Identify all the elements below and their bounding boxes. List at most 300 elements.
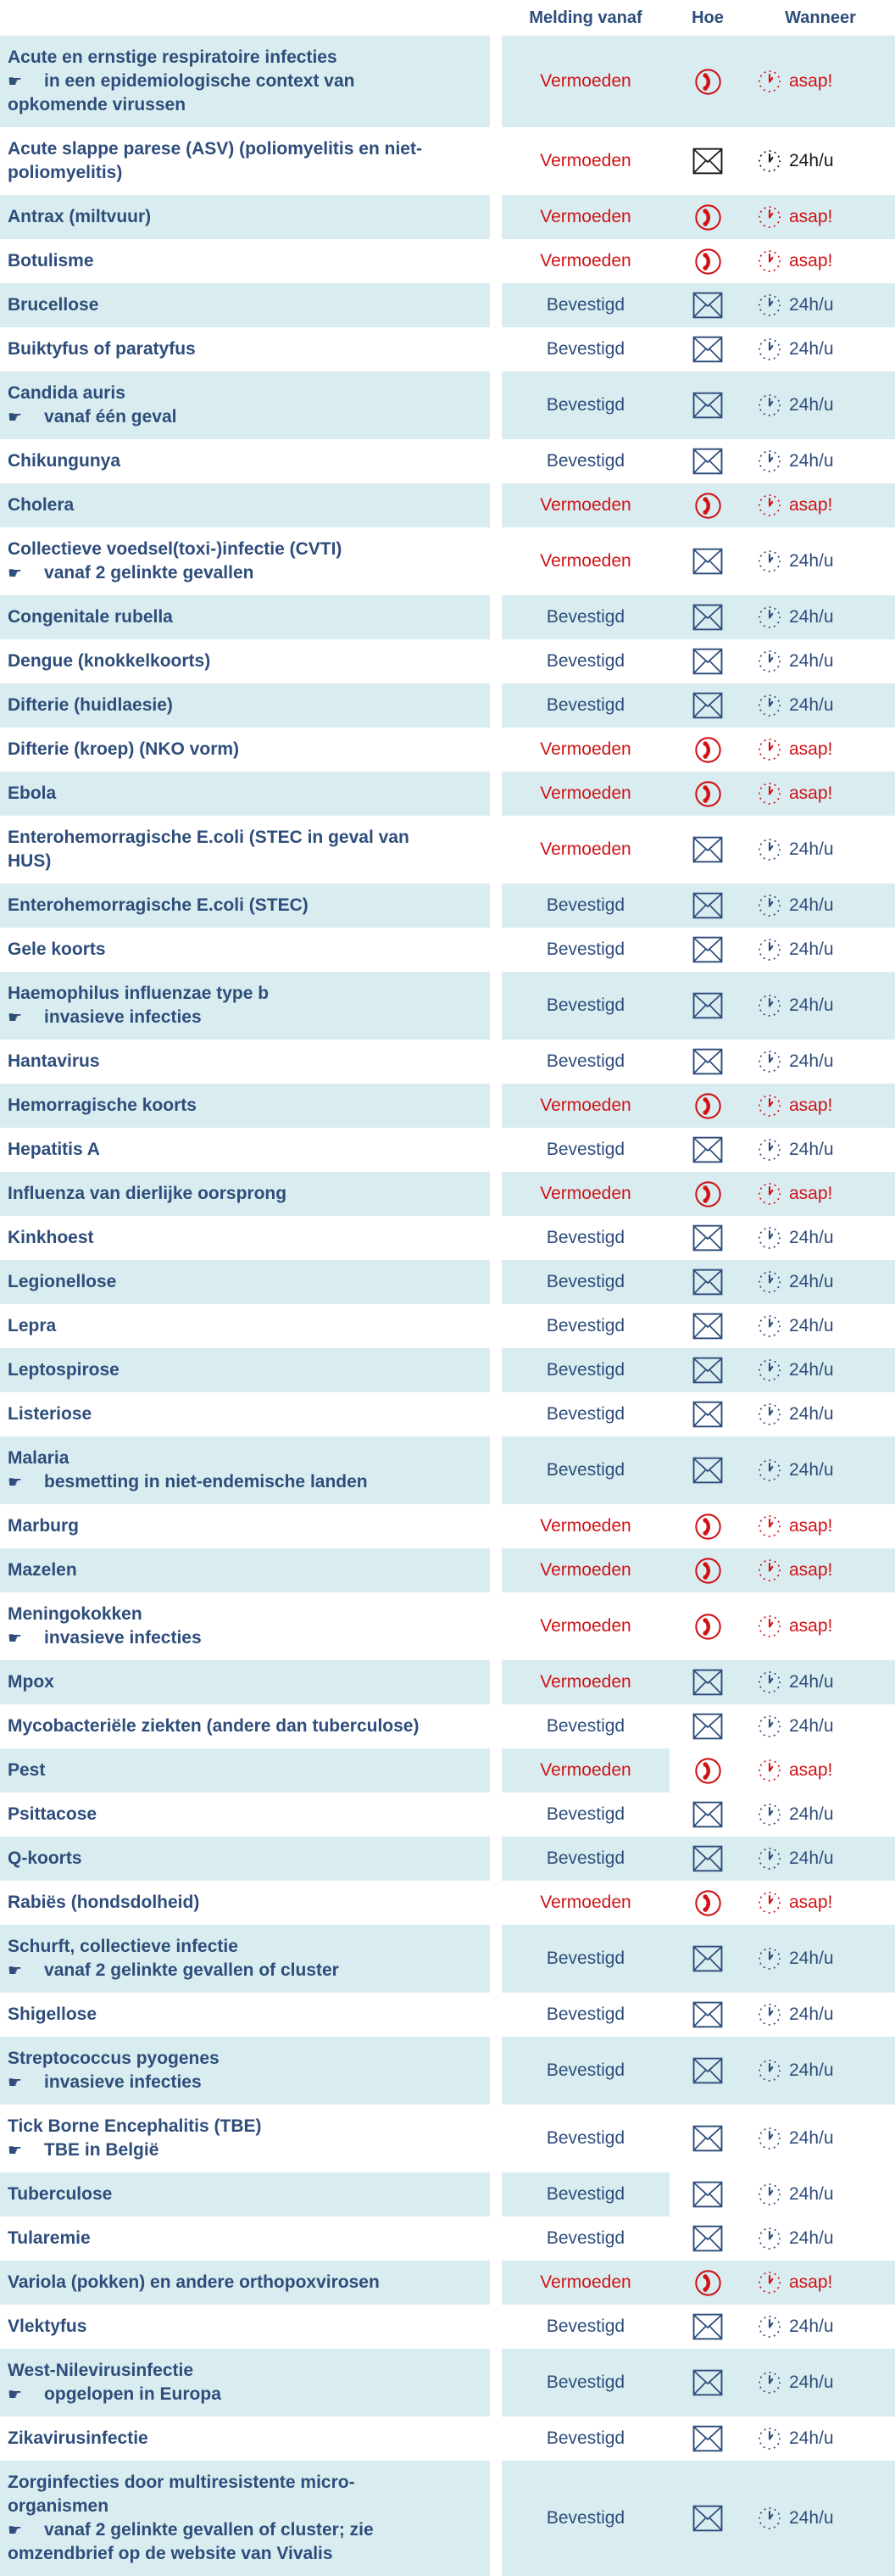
disease-note (8, 2071, 425, 2094)
status-label: Bevestigd (546, 1404, 625, 1424)
disease-name: Difterie (kroep) (NKO vorm) (8, 739, 240, 759)
status-cell (502, 2037, 670, 2105)
phone-icon (694, 1513, 722, 1541)
status-label: Bevestigd (546, 1140, 625, 1159)
table-row (0, 1660, 895, 1704)
clock-icon (757, 1181, 782, 1207)
disease-name: Buiktyfus of paratyfus (8, 339, 196, 359)
column-gutter (490, 1748, 502, 1793)
status-label: Vermoeden (540, 1516, 631, 1536)
when-cell (746, 972, 895, 1040)
status-cell (502, 1084, 670, 1128)
clock-icon (757, 737, 782, 762)
disease-name: Dengue (knokkelkoorts) (8, 651, 211, 671)
status-cell (502, 595, 670, 639)
pointing-hand-icon: ☛ (8, 2141, 23, 2160)
column-gutter (490, 1084, 502, 1128)
status-label: Vermoeden (540, 207, 631, 226)
disease-note (8, 70, 425, 117)
column-gutter (490, 683, 502, 728)
status-label: Bevestigd (546, 2060, 625, 2080)
status-label: Vermoeden (540, 1616, 631, 1636)
disease-note-text: invasieve infecties (44, 2072, 202, 2092)
pointing-hand-icon: ☛ (8, 564, 23, 583)
status-cell (502, 1348, 670, 1392)
table-row (0, 1504, 895, 1548)
phone-icon (694, 1557, 722, 1585)
status-label: Bevestigd (546, 2128, 625, 2148)
clock-icon (757, 1670, 782, 1695)
disease-name: Influenza van dierlijke oorsprong (8, 1184, 287, 1203)
table-row (0, 2417, 895, 2461)
status-label: Vermoeden (540, 1893, 631, 1912)
disease-name-cell (0, 2417, 490, 2461)
status-cell (502, 483, 670, 527)
disease-name-cell (0, 1436, 490, 1504)
phone-icon (694, 1889, 722, 1917)
table-row (0, 884, 895, 928)
how-cell (670, 127, 746, 195)
how-cell (670, 239, 746, 283)
disease-name: Leptospirose (8, 1360, 120, 1380)
disease-name-cell (0, 36, 490, 127)
when-cell (746, 195, 895, 239)
clock-icon (757, 2426, 782, 2451)
column-gutter (490, 1548, 502, 1592)
when-label: asap! (789, 71, 833, 91)
clock-icon (757, 204, 782, 230)
disease-note-text: TBE in België (44, 2140, 159, 2160)
pointing-hand-icon: ☛ (8, 72, 23, 91)
when-cell (746, 239, 895, 283)
column-gutter (490, 127, 502, 195)
how-cell (670, 2261, 746, 2305)
clock-icon (757, 549, 782, 574)
column-gutter (490, 2216, 502, 2261)
phone-icon (694, 1092, 722, 1120)
column-gutter (490, 1260, 502, 1304)
when-cell (746, 1748, 895, 1793)
status-cell (502, 371, 670, 439)
disease-name-cell (0, 2037, 490, 2105)
pointing-hand-icon: ☛ (8, 1961, 23, 1980)
phone-icon (694, 1757, 722, 1785)
when-label: asap! (789, 495, 833, 515)
disease-name: Q-koorts (8, 1848, 82, 1868)
column-gutter (490, 239, 502, 283)
status-label: Bevestigd (546, 651, 625, 671)
disease-name: Pest (8, 1760, 46, 1780)
clock-icon (757, 2270, 782, 2295)
disease-name-cell (0, 1660, 490, 1704)
table-row (0, 1260, 895, 1304)
clock-icon (757, 1758, 782, 1783)
disease-name-cell (0, 728, 490, 772)
disease-name-cell (0, 683, 490, 728)
when-cell (746, 2216, 895, 2261)
disease-name: Schurft, collectieve infectie (8, 1937, 238, 1956)
disease-name-cell (0, 1837, 490, 1881)
how-cell (670, 1881, 746, 1925)
table-row (0, 1837, 895, 1881)
clock-icon (757, 993, 782, 1018)
envelope-icon (690, 1711, 725, 1742)
how-cell (670, 1837, 746, 1881)
how-cell (670, 2105, 746, 2172)
table-row (0, 639, 895, 683)
disease-name-cell (0, 595, 490, 639)
disease-name: Shigellose (8, 2004, 97, 2024)
table-row (0, 1881, 895, 1925)
how-cell (670, 1172, 746, 1216)
pointing-hand-icon: ☛ (8, 2385, 23, 2404)
clock-icon (757, 1558, 782, 1583)
how-cell (670, 2216, 746, 2261)
column-gutter (490, 728, 502, 772)
clock-icon (757, 449, 782, 474)
clock-icon (757, 2226, 782, 2251)
status-cell (502, 1436, 670, 1504)
clock-icon (757, 693, 782, 718)
clock-icon (757, 2506, 782, 2531)
when-label: 24h/u (789, 151, 834, 170)
how-cell (670, 1704, 746, 1748)
when-label: 24h/u (789, 1228, 834, 1247)
clock-icon (757, 1358, 782, 1383)
how-cell (670, 527, 746, 595)
status-label: Bevestigd (546, 940, 625, 959)
when-label: 24h/u (789, 1404, 834, 1424)
envelope-icon (690, 146, 725, 176)
clock-icon (757, 1802, 782, 1827)
disease-name-cell (0, 2216, 490, 2261)
disease-note (8, 2518, 425, 2566)
status-cell (502, 1040, 670, 1084)
clock-icon (757, 837, 782, 862)
status-label: Bevestigd (546, 1051, 625, 1071)
status-cell (502, 527, 670, 595)
phone-icon (694, 2269, 722, 2297)
when-cell (746, 1504, 895, 1548)
status-cell (502, 1793, 670, 1837)
status-label: Bevestigd (546, 451, 625, 471)
column-gutter (490, 527, 502, 595)
when-label: asap! (789, 2272, 833, 2292)
status-label: Bevestigd (546, 339, 625, 359)
disease-name-cell (0, 1504, 490, 1548)
disease-name-cell (0, 816, 490, 884)
envelope-icon (690, 990, 725, 1021)
status-cell (502, 1304, 670, 1348)
how-cell (670, 816, 746, 884)
column-gutter (490, 1040, 502, 1084)
clock-icon (757, 248, 782, 274)
when-label: asap! (789, 1096, 833, 1115)
when-label: asap! (789, 1616, 833, 1636)
disease-name-cell (0, 2261, 490, 2305)
disease-note-text: besmetting in niet-endemische landen (44, 1472, 368, 1492)
status-label: Vermoeden (540, 551, 631, 571)
column-gutter (490, 195, 502, 239)
envelope-icon (690, 2503, 725, 2534)
when-cell (746, 127, 895, 195)
column-gutter (490, 884, 502, 928)
table-row (0, 239, 895, 283)
clock-icon (757, 2370, 782, 2395)
envelope-icon (690, 1399, 725, 1430)
status-label: Bevestigd (546, 2428, 625, 2448)
clock-icon (757, 337, 782, 362)
disease-name: Lepra (8, 1316, 57, 1335)
how-cell (670, 595, 746, 639)
column-gutter (490, 1881, 502, 1925)
table-row (0, 1304, 895, 1348)
table-row (0, 2105, 895, 2172)
when-cell (746, 327, 895, 371)
disease-name: Candida auris (8, 383, 125, 403)
status-label: Vermoeden (540, 151, 631, 170)
when-cell (746, 1881, 895, 1925)
disease-note-text: vanaf 2 gelinkte gevallen (44, 563, 254, 583)
column-gutter (490, 1348, 502, 1392)
column-gutter (490, 371, 502, 439)
disease-note (8, 1006, 425, 1029)
how-cell (670, 1436, 746, 1504)
how-cell (670, 371, 746, 439)
status-label: Vermoeden (540, 1672, 631, 1692)
envelope-icon (690, 1843, 725, 1874)
disease-note (8, 1470, 425, 1494)
pointing-hand-icon: ☛ (8, 1008, 23, 1027)
how-cell (670, 1993, 746, 2037)
when-label: asap! (789, 783, 833, 803)
how-cell (670, 1348, 746, 1392)
status-cell (502, 1837, 670, 1881)
status-label: Bevestigd (546, 1272, 625, 1291)
disease-name: Mycobacteriële ziekten (andere dan tuberculose) (8, 1716, 420, 1736)
column-gutter (490, 2305, 502, 2349)
table-row (0, 1040, 895, 1084)
status-label: Vermoeden (540, 71, 631, 91)
when-cell (746, 2417, 895, 2461)
how-cell (670, 2305, 746, 2349)
status-label: Vermoeden (540, 783, 631, 803)
disease-name: Haemophilus influenzae type b (8, 984, 270, 1003)
disease-name-cell (0, 1392, 490, 1436)
disease-note-text: opgelopen in Europa (44, 2384, 221, 2404)
when-cell (746, 1704, 895, 1748)
phone-icon (694, 204, 722, 231)
status-cell (502, 439, 670, 483)
table-row (0, 1128, 895, 1172)
pointing-hand-icon: ☛ (8, 408, 23, 427)
status-label: Vermoeden (540, 1560, 631, 1580)
envelope-icon (690, 2123, 725, 2154)
clock-icon (757, 1049, 782, 1074)
how-cell (670, 1040, 746, 1084)
column-gutter (490, 1660, 502, 1704)
when-cell (746, 772, 895, 816)
table-header (0, 0, 895, 36)
column-gutter (490, 1837, 502, 1881)
how-cell (670, 1216, 746, 1260)
status-cell (502, 1704, 670, 1748)
status-cell (502, 2216, 670, 2261)
clock-icon (757, 1714, 782, 1739)
how-cell (670, 439, 746, 483)
status-cell (502, 1592, 670, 1660)
when-cell (746, 1793, 895, 1837)
how-cell (670, 1793, 746, 1837)
when-cell (746, 816, 895, 884)
status-cell (502, 683, 670, 728)
status-cell (502, 2417, 670, 2461)
when-label: 24h/u (789, 295, 834, 315)
envelope-icon (690, 1667, 725, 1698)
disease-name: Brucellose (8, 295, 99, 315)
when-label: 24h/u (789, 1460, 834, 1480)
status-cell (502, 1660, 670, 1704)
envelope-icon (690, 1311, 725, 1341)
disease-name-cell (0, 2172, 490, 2216)
envelope-icon (690, 1943, 725, 1974)
disease-name-cell (0, 283, 490, 327)
envelope-icon (690, 1999, 725, 2030)
disease-name-cell (0, 972, 490, 1040)
status-cell (502, 816, 670, 884)
table-row (0, 1436, 895, 1504)
when-cell (746, 483, 895, 527)
column-gutter (490, 1392, 502, 1436)
column-gutter (490, 1216, 502, 1260)
disease-name-cell (0, 1925, 490, 1993)
disease-name: Chikungunya (8, 451, 121, 471)
status-label: Bevestigd (546, 2228, 625, 2248)
disease-name-cell (0, 195, 490, 239)
column-gutter (490, 2105, 502, 2172)
disease-name: Hantavirus (8, 1051, 100, 1071)
table-row (0, 728, 895, 772)
status-label: Bevestigd (546, 295, 625, 315)
how-cell (670, 1925, 746, 1993)
when-label: 24h/u (789, 1316, 834, 1335)
clock-icon (757, 1093, 782, 1118)
envelope-icon (690, 2367, 725, 2398)
when-label: 24h/u (789, 395, 834, 415)
how-cell (670, 1392, 746, 1436)
disease-name-cell (0, 772, 490, 816)
table-row (0, 1084, 895, 1128)
how-cell (670, 1084, 746, 1128)
disease-name-cell (0, 2461, 490, 2576)
how-cell (670, 1748, 746, 1793)
disease-name: Antrax (miltvuur) (8, 207, 152, 226)
status-cell (502, 36, 670, 127)
clock-icon (757, 1890, 782, 1915)
status-cell (502, 2261, 670, 2305)
clock-icon (757, 69, 782, 94)
clock-icon (757, 493, 782, 518)
disease-name-cell (0, 527, 490, 595)
column-gutter (490, 1993, 502, 2037)
disease-name-cell (0, 1993, 490, 2037)
when-label: 24h/u (789, 940, 834, 959)
disease-name-cell (0, 127, 490, 195)
how-cell (670, 1304, 746, 1348)
envelope-icon (690, 1455, 725, 1486)
column-gutter (490, 1172, 502, 1216)
disease-note-text: invasieve infecties (44, 1007, 202, 1027)
status-cell (502, 1993, 670, 2037)
disease-name-cell (0, 1592, 490, 1660)
disease-name-cell (0, 1348, 490, 1392)
disease-name: Acute en ernstige respiratoire infecties (8, 47, 337, 67)
envelope-icon (690, 934, 725, 965)
when-cell (746, 2349, 895, 2417)
clock-icon (757, 2058, 782, 2083)
when-cell (746, 2305, 895, 2349)
status-cell (502, 1260, 670, 1304)
how-cell (670, 1504, 746, 1548)
envelope-icon (690, 2311, 725, 2342)
envelope-icon (690, 890, 725, 921)
when-label: 24h/u (789, 339, 834, 359)
table-row (0, 36, 895, 127)
when-label: 24h/u (789, 1051, 834, 1071)
when-cell (746, 595, 895, 639)
column-gutter (490, 1925, 502, 1993)
status-label: Bevestigd (546, 2372, 625, 2392)
column-gutter (490, 639, 502, 683)
when-label: 24h/u (789, 995, 834, 1015)
when-label: asap! (789, 1560, 833, 1580)
when-cell (746, 1084, 895, 1128)
status-label: Bevestigd (546, 607, 625, 627)
envelope-icon (690, 1223, 725, 1253)
how-cell (670, 2172, 746, 2216)
status-cell (502, 2105, 670, 2172)
disease-name: West-Nilevirusinfectie (8, 2361, 194, 2380)
disease-name: Meningokokken (8, 1604, 142, 1624)
disease-name: Hepatitis A (8, 1140, 100, 1159)
when-label: 24h/u (789, 2228, 834, 2248)
when-label: asap! (789, 207, 833, 226)
disease-name: Malaria (8, 1448, 69, 1468)
how-cell (670, 884, 746, 928)
when-cell (746, 1304, 895, 1348)
table-row (0, 1216, 895, 1260)
when-label: 24h/u (789, 1272, 834, 1291)
disease-name-cell (0, 239, 490, 283)
disease-name: Hemorragische koorts (8, 1096, 197, 1115)
disease-name: Congenitale rubella (8, 607, 173, 627)
column-gutter (490, 327, 502, 371)
disease-name: Variola (pokken) en andere orthopoxvirosen (8, 2272, 380, 2292)
status-label: Bevestigd (546, 2184, 625, 2204)
when-label: 24h/u (789, 2372, 834, 2392)
envelope-icon (690, 1799, 725, 1830)
when-cell (746, 439, 895, 483)
status-label: Bevestigd (546, 395, 625, 415)
column-gutter (490, 1304, 502, 1348)
status-cell (502, 2172, 670, 2216)
disease-name: Legionellose (8, 1272, 117, 1291)
how-cell (670, 2349, 746, 2417)
column-gutter (490, 972, 502, 1040)
table-row (0, 816, 895, 884)
when-cell (746, 928, 895, 972)
status-label: Bevestigd (546, 2317, 625, 2336)
